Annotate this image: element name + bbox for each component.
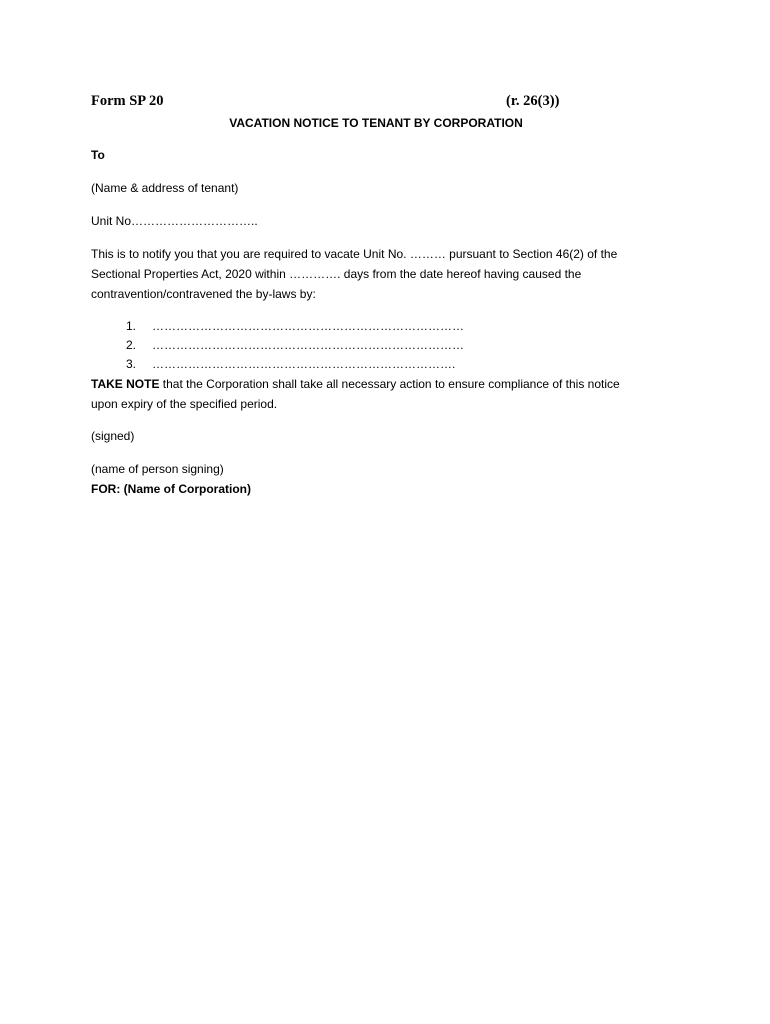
list-item — [126, 336, 464, 355]
take-note-line-2: upon expiry of the specified period. — [91, 397, 278, 411]
notice-paragraph — [91, 244, 651, 304]
form-header — [91, 93, 571, 113]
notice-paragraph-line-2: Sectional Properties Act, 2020 within …………. days from the date hereof having caused the — [91, 267, 582, 281]
list-item-blank: …………………………………………………………………. — [152, 357, 456, 371]
notice-paragraph-line-3: contravention/contravened the by-laws by: — [91, 287, 316, 301]
list-item — [126, 317, 464, 336]
notice-title: VACATION NOTICE TO TENANT BY CORPORATION — [229, 116, 523, 130]
violations-list — [126, 317, 464, 374]
list-item — [126, 355, 456, 374]
list-item-blank: …………………………………………………………………… — [152, 319, 464, 333]
tenant-name-address-placeholder: (Name & address of tenant) — [91, 181, 239, 195]
list-item-number: 2. — [126, 338, 137, 352]
to-label: To — [91, 148, 105, 162]
signer-name-label: (name of person signing) — [91, 462, 224, 476]
signed-label: (signed) — [91, 429, 135, 443]
list-item-number: 1. — [126, 319, 137, 333]
notice-paragraph-line-1: This is to notify you that you are required to vacate Unit No. ……… pursuant to Section 46(2) of the — [91, 247, 618, 261]
rule-reference: (r. 26(3)) — [506, 93, 560, 109]
for-corporation-label: FOR: (Name of Corporation) — [91, 482, 251, 496]
unit-number-line: Unit No………………………….. — [91, 214, 258, 228]
take-note-label: TAKE NOTE — [91, 377, 160, 391]
take-note-line-1 — [91, 374, 651, 394]
take-note-text: that the Corporation shall take all necessary action to ensure compliance of this notice — [159, 377, 620, 391]
list-item-number: 3. — [126, 357, 137, 371]
form-number: Form SP 20 — [91, 93, 164, 109]
take-note-paragraph — [91, 374, 651, 414]
list-item-blank: …………………………………………………………………… — [152, 338, 464, 352]
